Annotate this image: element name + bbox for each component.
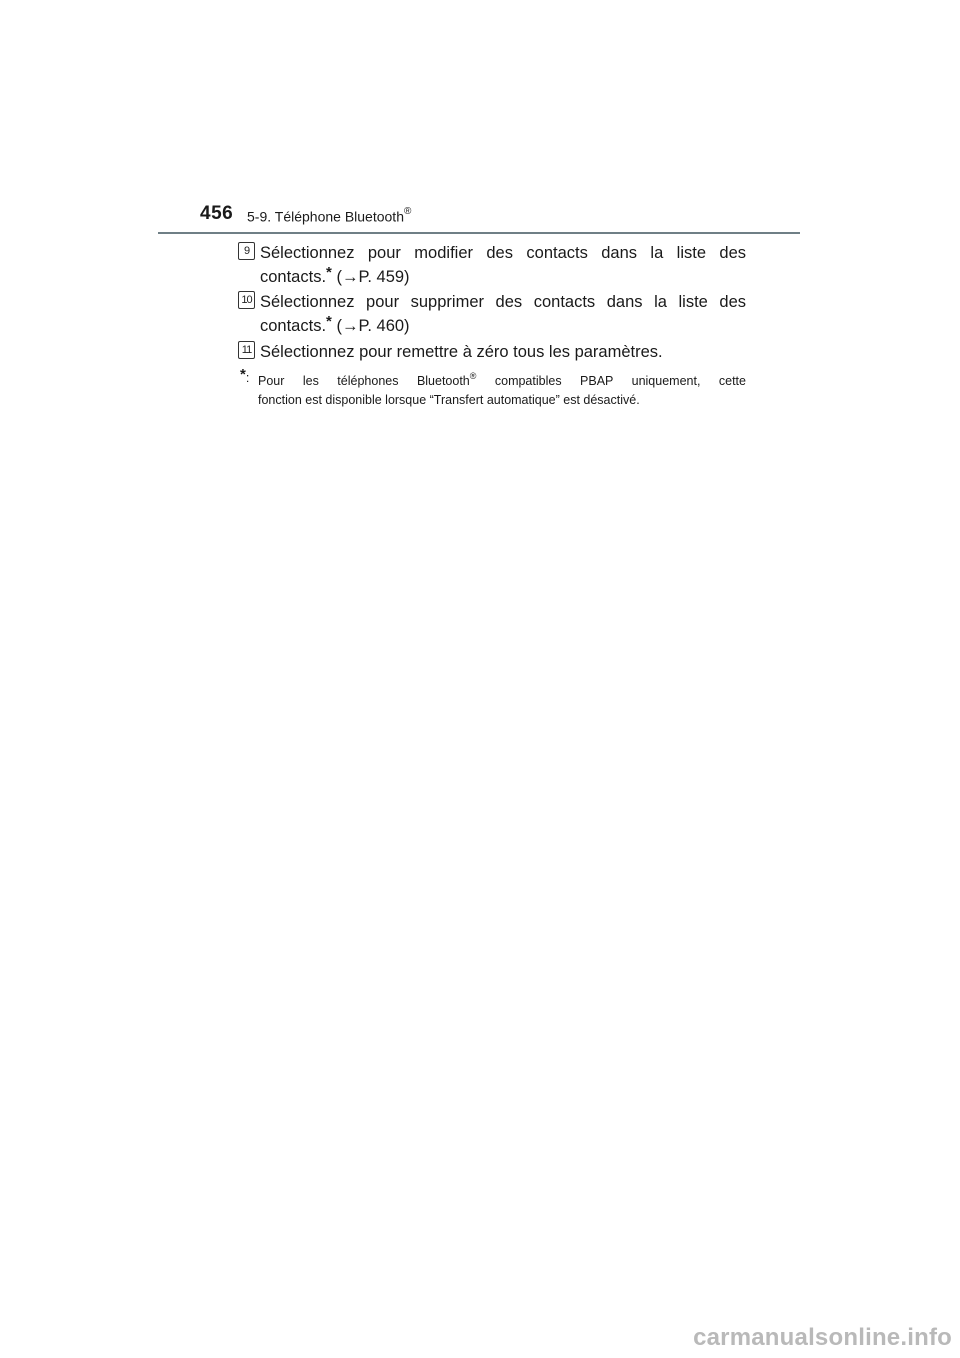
item-text-contacts: contacts.: [260, 268, 327, 286]
watermark: carmanualsonline.info: [693, 1324, 952, 1351]
header-divider: [158, 232, 800, 234]
asterisk-icon: *: [326, 313, 332, 330]
item-number-badge: 10: [238, 291, 255, 309]
item-text: [260, 290, 746, 339]
list-item-11: [238, 340, 746, 364]
item-text: [260, 241, 746, 290]
asterisk-icon: *: [326, 264, 332, 281]
registered-mark: ®: [469, 371, 477, 381]
item-text: [260, 340, 746, 364]
page-reference: (→P. 459): [331, 268, 410, 286]
item-text-line1: Sélectionnez pour modifier des contacts dans la liste des: [260, 244, 746, 262]
section-title: [247, 208, 411, 225]
footnote-line1: [258, 368, 746, 391]
footnote-line1-end: compatibles PBAP uniquement, cette: [476, 374, 746, 389]
footnote-colon: :: [245, 371, 250, 385]
section-title-text: 5-9. Téléphone Bluetooth: [247, 208, 404, 225]
footnote-mark: [240, 368, 249, 388]
item-text-line1: Sélectionnez pour remettre à zéro tous les paramètres.: [260, 343, 663, 361]
list-item-10: [238, 290, 746, 339]
item-number-badge: 9: [238, 242, 255, 260]
page-reference: (→P. 460): [331, 317, 410, 335]
asterisk-icon: *: [240, 366, 246, 383]
page-number: 456: [200, 203, 234, 224]
item-text-line2: [260, 265, 746, 290]
item-text-line1: Sélectionnez pour supprimer des contacts dans la liste des: [260, 293, 746, 311]
footnote-text: [258, 368, 746, 410]
item-text-line2: [260, 314, 746, 339]
registered-mark: ®: [403, 206, 412, 217]
footnote-line1-start: Pour les téléphones Bluetooth: [258, 374, 470, 389]
footnote-line2: fonction est disponible lorsque “Transfert automatique” est désactivé.: [258, 393, 640, 408]
item-text-contacts: contacts.: [260, 317, 327, 335]
item-number-badge: 11: [238, 341, 255, 359]
footnote: [240, 368, 746, 410]
list-item-9: [238, 241, 746, 290]
